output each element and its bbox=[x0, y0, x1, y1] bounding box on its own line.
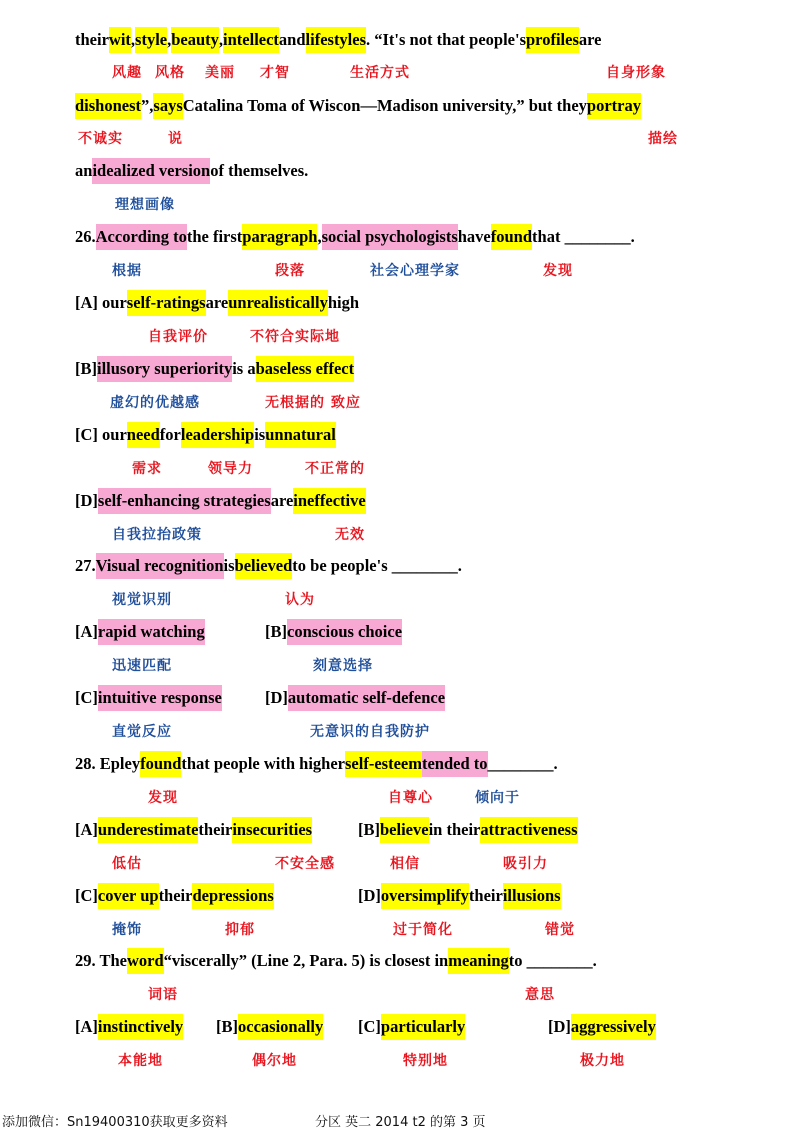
text-run: their bbox=[75, 30, 109, 49]
text-run: are bbox=[270, 491, 294, 510]
text-run: [D] bbox=[75, 491, 98, 510]
annotation: 理想画像 bbox=[115, 197, 175, 213]
text-run: , bbox=[218, 30, 224, 49]
text-run: self-ratings bbox=[127, 290, 206, 316]
text-run: an bbox=[75, 161, 93, 180]
annotation: 特别地 bbox=[403, 1053, 448, 1069]
text-run: [B] bbox=[216, 1017, 238, 1036]
text-run: have bbox=[457, 227, 491, 246]
text-run: lifestyles bbox=[306, 27, 366, 53]
text-run: unrealistically bbox=[228, 290, 328, 316]
text-run: for bbox=[159, 425, 181, 444]
text-run: conscious choice bbox=[287, 619, 402, 645]
text-run: Catalina Toma of Wiscon—Madison university,” but they bbox=[182, 96, 587, 115]
text-run: to ________. bbox=[508, 951, 597, 970]
text-run: ________. bbox=[487, 754, 558, 773]
text-run: Visual recognition bbox=[96, 553, 224, 579]
text-run: attractiveness bbox=[480, 817, 577, 843]
text-run: leadership bbox=[181, 422, 254, 448]
text-run: [A] bbox=[75, 622, 98, 641]
text-run: are bbox=[205, 293, 229, 312]
annotation: 虚幻的优越感 bbox=[110, 395, 200, 411]
annotation: 段落 bbox=[275, 263, 305, 279]
annotation: 不符合实际地 bbox=[250, 329, 340, 345]
annotation: 描绘 bbox=[648, 131, 678, 147]
option-29b bbox=[216, 1014, 323, 1040]
text-run: paragraph bbox=[242, 224, 317, 250]
text-run: , bbox=[317, 227, 322, 246]
text-run: is bbox=[223, 556, 235, 575]
text-run: [A] bbox=[75, 1017, 98, 1036]
text-run: dishonest bbox=[75, 93, 141, 119]
text-run: profiles bbox=[526, 27, 579, 53]
text-run: social psychologists bbox=[322, 224, 458, 250]
annotation: 生活方式 bbox=[350, 65, 410, 81]
annotation: 吸引力 bbox=[503, 856, 548, 872]
text-run: 28. Epley bbox=[75, 754, 141, 773]
annotation: 自我评价 bbox=[148, 329, 208, 345]
text-run: rapid watching bbox=[98, 619, 205, 645]
annotation: 不正常的 bbox=[305, 461, 365, 477]
text-run: ineffective bbox=[293, 488, 365, 514]
option-26c bbox=[75, 422, 336, 448]
annotation: 倾向于 bbox=[475, 790, 520, 806]
text-run: that people with higher bbox=[181, 754, 346, 773]
annotation: 词语 bbox=[148, 987, 178, 1003]
option-27b bbox=[265, 619, 402, 645]
text-run: [C] bbox=[75, 886, 98, 905]
text-run: meaning bbox=[448, 948, 509, 974]
text-run: depressions bbox=[192, 883, 273, 909]
question-27 bbox=[75, 553, 462, 579]
text-run: “viscerally” (Line 2, Para. 5) is closest in bbox=[163, 951, 449, 970]
text-run: aggressively bbox=[571, 1014, 656, 1040]
annotation: 美丽 bbox=[205, 65, 235, 81]
annotation: 本能地 bbox=[118, 1053, 163, 1069]
text-run: believe bbox=[380, 817, 429, 843]
annotation: 意思 bbox=[525, 987, 555, 1003]
option-29c bbox=[358, 1014, 465, 1040]
annotation: 自我拉抬政策 bbox=[112, 527, 202, 543]
option-26b bbox=[75, 356, 354, 382]
text-run: illusory superiority bbox=[97, 356, 232, 382]
annotation: 自尊心 bbox=[388, 790, 433, 806]
text-run: self-enhancing strategies bbox=[98, 488, 271, 514]
annotation: 低估 bbox=[112, 856, 142, 872]
text-run: instinctively bbox=[98, 1014, 183, 1040]
text-run: of themselves. bbox=[210, 161, 309, 180]
text-run: [C] bbox=[358, 1017, 381, 1036]
text-run: [B] bbox=[75, 359, 97, 378]
annotation: 过于简化 bbox=[393, 922, 453, 938]
text-run: 29. The bbox=[75, 951, 127, 970]
text-run: 26. bbox=[75, 227, 96, 246]
annotation: 才智 bbox=[260, 65, 290, 81]
question-29 bbox=[75, 948, 597, 974]
text-run: and bbox=[278, 30, 306, 49]
annotation: 社会心理学家 bbox=[370, 263, 460, 279]
annotation: 无意识的自我防护 bbox=[310, 724, 430, 740]
text-run: their bbox=[158, 886, 193, 905]
text-run: says bbox=[153, 93, 182, 119]
annotation: 说 bbox=[168, 131, 183, 147]
text-run: [A] our bbox=[75, 293, 127, 312]
question-26 bbox=[75, 224, 635, 250]
annotation: 风趣 bbox=[112, 65, 142, 81]
text-run: [C] bbox=[75, 688, 98, 707]
text-run: particularly bbox=[381, 1014, 465, 1040]
text-run: that ________. bbox=[532, 227, 635, 246]
annotation: 极力地 bbox=[580, 1053, 625, 1069]
option-28c bbox=[75, 883, 274, 909]
text-run: [B] bbox=[265, 622, 287, 641]
text-run: [D] bbox=[548, 1017, 571, 1036]
text-run: found bbox=[140, 751, 181, 777]
text-run: need bbox=[127, 422, 160, 448]
annotation: 发现 bbox=[543, 263, 573, 279]
annotation: 无效 bbox=[335, 527, 365, 543]
text-run: their bbox=[198, 820, 233, 839]
annotation: 迅速匹配 bbox=[112, 658, 172, 674]
text-run: self-esteem bbox=[345, 751, 422, 777]
question-28 bbox=[75, 751, 558, 777]
text-run: found bbox=[491, 224, 532, 250]
option-27d bbox=[265, 685, 445, 711]
text-run: tended to bbox=[422, 751, 488, 777]
text-run: to be people's ________. bbox=[292, 556, 462, 575]
option-29d bbox=[548, 1014, 656, 1040]
annotation: 刻意选择 bbox=[313, 658, 373, 674]
text-line bbox=[75, 158, 308, 184]
option-27a bbox=[75, 619, 205, 645]
text-run: word bbox=[127, 948, 164, 974]
text-run: in their bbox=[428, 820, 481, 839]
annotation: 直觉反应 bbox=[112, 724, 172, 740]
text-run: believed bbox=[235, 553, 293, 579]
text-run: beauty bbox=[171, 27, 219, 53]
text-run: illusions bbox=[503, 883, 561, 909]
text-run: [B] bbox=[358, 820, 380, 839]
text-run: wit bbox=[109, 27, 131, 53]
text-run: [A] bbox=[75, 820, 98, 839]
text-run: ”, bbox=[141, 96, 154, 115]
text-run: insecurities bbox=[232, 817, 312, 843]
text-run: high bbox=[327, 293, 360, 312]
text-run: [C] our bbox=[75, 425, 127, 444]
text-line bbox=[75, 93, 641, 119]
text-run: According to bbox=[96, 224, 187, 250]
annotation: 视觉识别 bbox=[112, 592, 172, 608]
option-27c bbox=[75, 685, 222, 711]
option-28b bbox=[358, 817, 578, 843]
text-run: cover up bbox=[98, 883, 159, 909]
text-run: style bbox=[135, 27, 167, 53]
option-29a bbox=[75, 1014, 183, 1040]
annotation: 风格 bbox=[155, 65, 185, 81]
text-run: is bbox=[254, 425, 266, 444]
option-28d bbox=[358, 883, 561, 909]
text-run: [D] bbox=[265, 688, 288, 707]
text-run: 27. bbox=[75, 556, 96, 575]
annotation: 认为 bbox=[285, 592, 315, 608]
text-run: , bbox=[130, 30, 136, 49]
annotation: 错觉 bbox=[545, 922, 575, 938]
annotation: 需求 bbox=[132, 461, 162, 477]
text-run: , bbox=[167, 30, 172, 49]
option-26a bbox=[75, 290, 359, 316]
text-run: underestimate bbox=[98, 817, 199, 843]
text-run: occasionally bbox=[238, 1014, 323, 1040]
text-run: portray bbox=[587, 93, 641, 119]
text-run: baseless effect bbox=[256, 356, 355, 382]
option-26d bbox=[75, 488, 366, 514]
text-run: unnatural bbox=[265, 422, 336, 448]
text-run: are bbox=[578, 30, 602, 49]
annotation: 相信 bbox=[390, 856, 420, 872]
text-run: is a bbox=[232, 359, 256, 378]
text-line bbox=[75, 27, 601, 53]
text-run: . “It's not that people's bbox=[366, 30, 526, 49]
text-run: the first bbox=[186, 227, 243, 246]
annotation: 不安全感 bbox=[275, 856, 335, 872]
text-run: idealized version bbox=[92, 158, 210, 184]
footer-page: 分区 英二 2014 t2 的第 3 页 bbox=[315, 1115, 486, 1130]
annotation: 根据 bbox=[112, 263, 142, 279]
annotation: 掩饰 bbox=[112, 922, 142, 938]
footer-wechat: 添加微信：Sn19400310获取更多资料 bbox=[2, 1115, 228, 1130]
annotation: 自身形象 bbox=[606, 65, 666, 81]
annotation: 发现 bbox=[148, 790, 178, 806]
annotation: 无根据的 致应 bbox=[265, 395, 361, 411]
annotation: 偶尔地 bbox=[252, 1053, 297, 1069]
text-run: intellect bbox=[223, 27, 279, 53]
annotation: 不诚实 bbox=[78, 131, 123, 147]
text-run: intuitive response bbox=[98, 685, 222, 711]
text-run: oversimplify bbox=[381, 883, 469, 909]
text-run: automatic self-defence bbox=[288, 685, 445, 711]
annotation: 抑郁 bbox=[225, 922, 255, 938]
text-run: [D] bbox=[358, 886, 381, 905]
text-run: their bbox=[468, 886, 503, 905]
annotation: 领导力 bbox=[208, 461, 253, 477]
option-28a bbox=[75, 817, 312, 843]
